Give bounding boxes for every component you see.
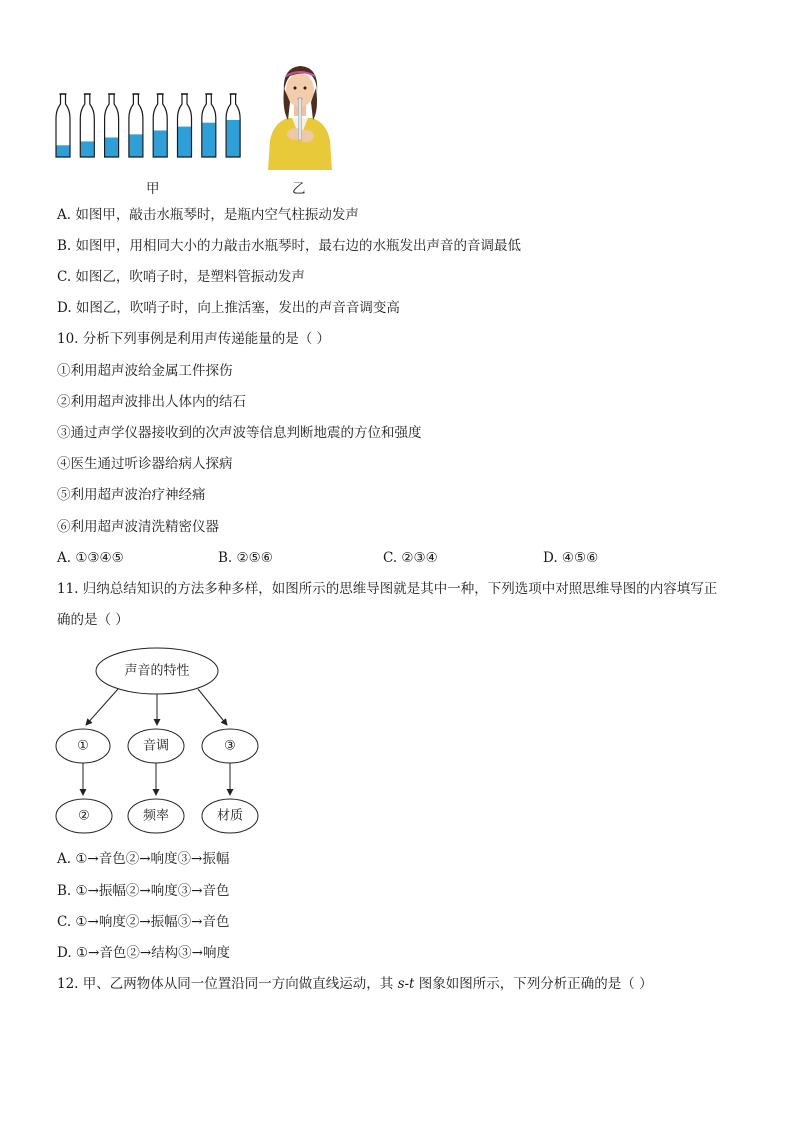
q11-option-b: B. ①→振幅②→响度③→音色 [57,883,230,899]
mindmap-node-2-label: ② [78,808,90,824]
bottle-water [178,127,191,157]
bottle-xylophone-figure [52,90,252,162]
mindmap-root-label: 声音的特性 [124,663,190,679]
water-bottle [129,94,143,157]
q12-stem-after: 图象如图所示，下列分析正确的是（ ） [414,976,653,992]
q10-item-3: ③通过声学仪器接收到的次声波等信息判断地震的方位和强度 [57,425,422,441]
q9-option-c: C. 如图乙，吹哨子时，是塑料管振动发声 [57,269,305,285]
water-bottle [178,94,192,157]
q10-stem: 10. 分析下列事例是利用声传递能量的是（ ） [57,331,331,347]
bottle-water [227,120,240,157]
mindmap-node-frequency-label: 频率 [142,808,170,824]
q10-item-4: ④医生通过听诊器给病人探病 [57,456,233,472]
q11-stem-line-2: 确的是（ ） [57,612,129,628]
q12-stem [57,975,653,993]
q12-stem-before: 12. 甲、乙两物体从同一位置沿同一方向做直线运动，其 [57,976,398,992]
q11-option-d: D. ①→音色②→结构③→响度 [57,945,230,961]
q10-option-b: B. ②⑤⑥ [218,550,273,566]
figure-caption-jia: 甲 [146,181,160,197]
water-bottle [226,94,240,157]
mindmap-node-3-label: ③ [224,738,236,754]
mindmap-node-material-label: 材质 [216,808,244,824]
q11-option-a: A. ①→音色②→响度③→振幅 [57,851,230,867]
water-bottle [105,94,119,157]
bottle-water [202,123,215,157]
water-bottle [80,94,94,157]
q10-item-6: ⑥利用超声波清洗精密仪器 [57,519,219,535]
bottle-water [81,141,94,157]
water-bottle [56,94,70,157]
q10-option-a: A. ①③④⑤ [57,550,124,566]
water-bottle [202,94,216,157]
girl-blowing-whistle-image [262,58,338,170]
q11-stem-line-1: 11. 归纳总结知识的方法多种多样，如图所示的思维导图就是其中一种，下列选项中对照思维导图的内容填写正 [57,581,718,597]
q9-option-d: D. 如图乙，吹哨子时，向上推活塞，发出的声音音调变高 [57,300,400,316]
q10-option-d: D. ④⑤⑥ [543,550,599,566]
mindmap-node-1-label: ① [77,738,89,754]
figure-caption-yi: 乙 [292,181,306,197]
sound-characteristics-mindmap [50,640,280,840]
water-bottle [153,94,167,157]
bottle-water [129,134,142,157]
q10-item-2: ②利用超声波排出人体内的结石 [57,394,246,410]
q9-option-b: B. 如图甲，用相同大小的力敲击水瓶琴时，最右边的水瓶发出声音的音调最低 [57,238,522,254]
bottle-water [154,130,167,157]
bottle-water [105,138,118,158]
q10-option-c: C. ②③④ [383,550,438,566]
mindmap-node-pitch-label: 音调 [142,738,170,754]
q10-item-5: ⑤利用超声波治疗神经痛 [57,487,206,503]
q10-item-1: ①利用超声波给金属工件探伤 [57,363,233,379]
q11-option-c: C. ①→响度②→振幅③→音色 [57,914,230,930]
q9-option-a: A. 如图甲，敲击水瓶琴时，是瓶内空气柱振动发声 [57,207,359,223]
q12-stem-italic: s-t [397,976,415,992]
bottle-water [57,145,70,157]
